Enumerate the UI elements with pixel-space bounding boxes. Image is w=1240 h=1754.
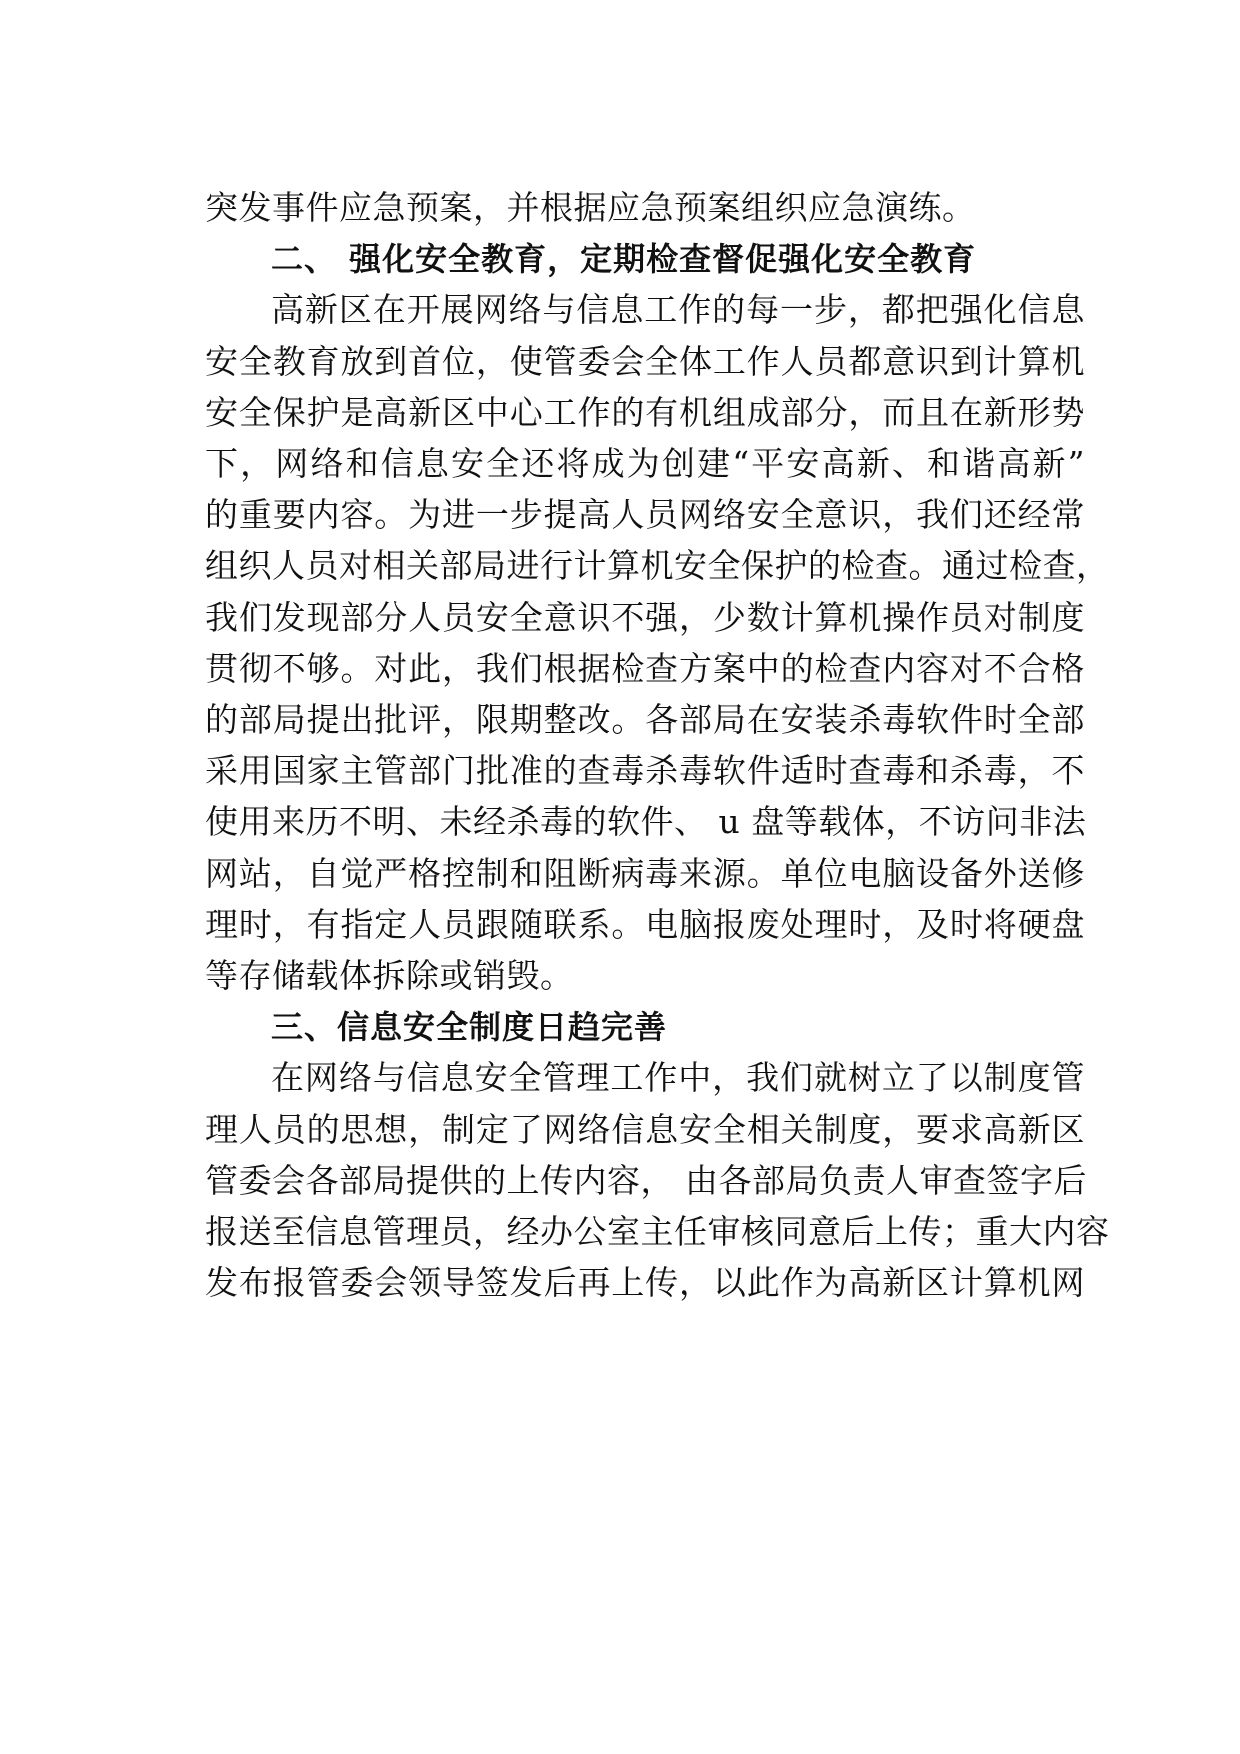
section-heading: 二、 强化安全教育，定期检查督促强化安全教育 [271, 240, 977, 278]
paragraph-line: 突发事件应急预案，并根据应急预案组织应急演练。 [205, 188, 976, 227]
paragraph-line: 发布报管委会领导签发后再上传，以此作为高新区计算机网 [205, 1263, 1085, 1302]
paragraph-line: 理人员的思想，制定了网络信息安全相关制度，要求高新区 [205, 1110, 1085, 1149]
paragraph-line: 使用来历不明、未经杀毒的软件、 u 盘等载体，不访问非法 [205, 802, 1087, 841]
paragraph-line: 采用国家主管部门批准的查毒杀毒软件适时查毒和杀毒，不 [205, 751, 1085, 790]
paragraph-line: 安全教育放到首位，使管委会全体工作人员都意识到计算机 [205, 342, 1085, 381]
paragraph-line: 的重要内容。为进一步提高人员网络安全意识，我们还经常 [205, 495, 1085, 534]
paragraph-line: 贯彻不够。对此，我们根据检查方案中的检查内容对不合格 [205, 649, 1085, 688]
paragraph-line: 我们发现部分人员安全意识不强，少数计算机操作员对制度 [205, 598, 1085, 637]
paragraph-line: 组织人员对相关部局进行计算机安全保护的检查。通过检查， [205, 546, 1110, 585]
paragraph-line: 网站，自觉严格控制和阻断病毒来源。单位电脑设备外送修 [205, 854, 1085, 893]
section-heading: 三、信息安全制度日趋完善 [271, 1008, 668, 1046]
paragraph-line: 报送至信息管理员，经办公室主任审核同意后上传；重大内容 [205, 1212, 1110, 1251]
paragraph-line: 下，网络和信息安全还将成为创建“平安高新、和谐高新” [205, 444, 1085, 483]
paragraph-line: 高新区在开展网络与信息工作的每一步，都把强化信息 [271, 290, 1085, 329]
paragraph-line: 等存储载体拆除或销毁。 [205, 956, 574, 995]
paragraph-line: 理时，有指定人员跟随联系。电脑报废处理时，及时将硬盘 [205, 905, 1085, 944]
paragraph-line: 管委会各部局提供的上传内容， 由各部局负责人审查签字后 [205, 1161, 1087, 1200]
paragraph-line: 安全保护是高新区中心工作的有机组成部分，而且在新形势 [205, 393, 1085, 432]
paragraph-line: 在网络与信息安全管理工作中，我们就树立了以制度管 [271, 1058, 1085, 1097]
paragraph-line: 的部局提出批评，限期整改。各部局在安装杀毒软件时全部 [205, 700, 1085, 739]
